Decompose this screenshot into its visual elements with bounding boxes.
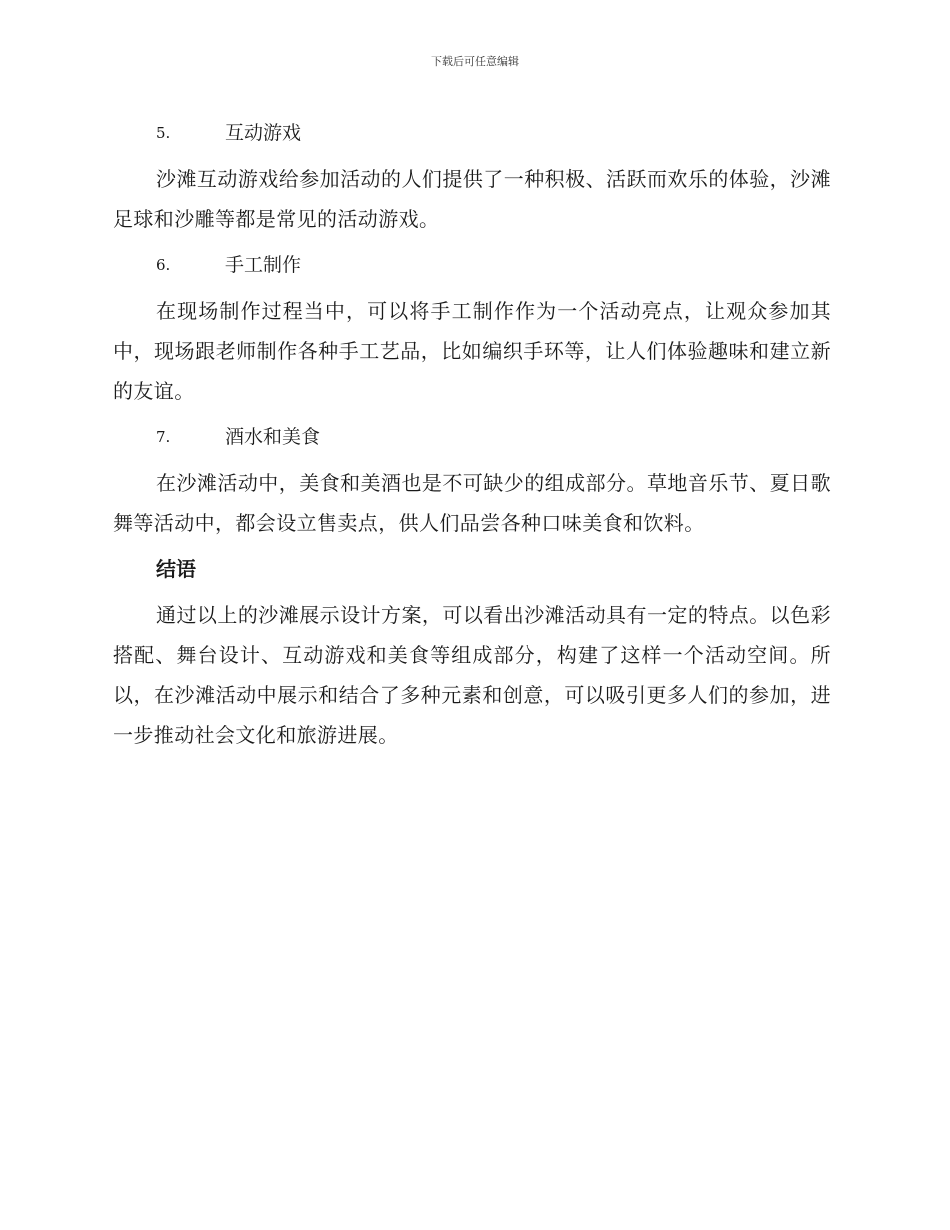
section-title: 互动游戏 [225, 122, 302, 144]
section-heading-food [113, 417, 831, 457]
conclusion-paragraph: 通过以上的沙滩展示设计方案，可以看出沙滩活动具有一定的特点。以色彩搭配、舞台设计、互动游戏和美食等组成部分，构建了这样一个活动空间。所以，在沙滩活动中展示和结合了多种元素和创意，可以吸引更多人们的参加，进一步推动社会文化和旅游进展。 [113, 603, 831, 747]
page-header: 下载后可任意编辑 [431, 55, 519, 68]
section-paragraph-games: 沙滩互动游戏给参加活动的人们提供了一种积极、活跃而欢乐的体验，沙滩足球和沙雕等都是常见的活动游戏。 [113, 167, 831, 231]
section-number: 5. [156, 124, 171, 142]
section-paragraph-handcraft: 在现场制作过程当中，可以将手工制作作为一个活动亮点，让观众参加其中，现场跟老师制作各种手工艺品，比如编织手环等，让人们体验趣味和建立新的友谊。 [113, 299, 831, 403]
section-number: 6. [156, 256, 171, 274]
document-body [113, 107, 831, 755]
section-title: 手工制作 [225, 254, 302, 276]
section-number: 7. [156, 428, 171, 446]
conclusion-heading: 结语 [156, 557, 196, 581]
section-paragraph-food: 在沙滩活动中，美食和美酒也是不可缺少的组成部分。草地音乐节、夏日歌舞等活动中，都会设立售卖点，供人们品尝各种口味美食和饮料。 [113, 471, 831, 535]
section-heading-games [113, 113, 831, 153]
section-heading-handcraft [113, 245, 831, 285]
section-title: 酒水和美食 [225, 426, 321, 448]
